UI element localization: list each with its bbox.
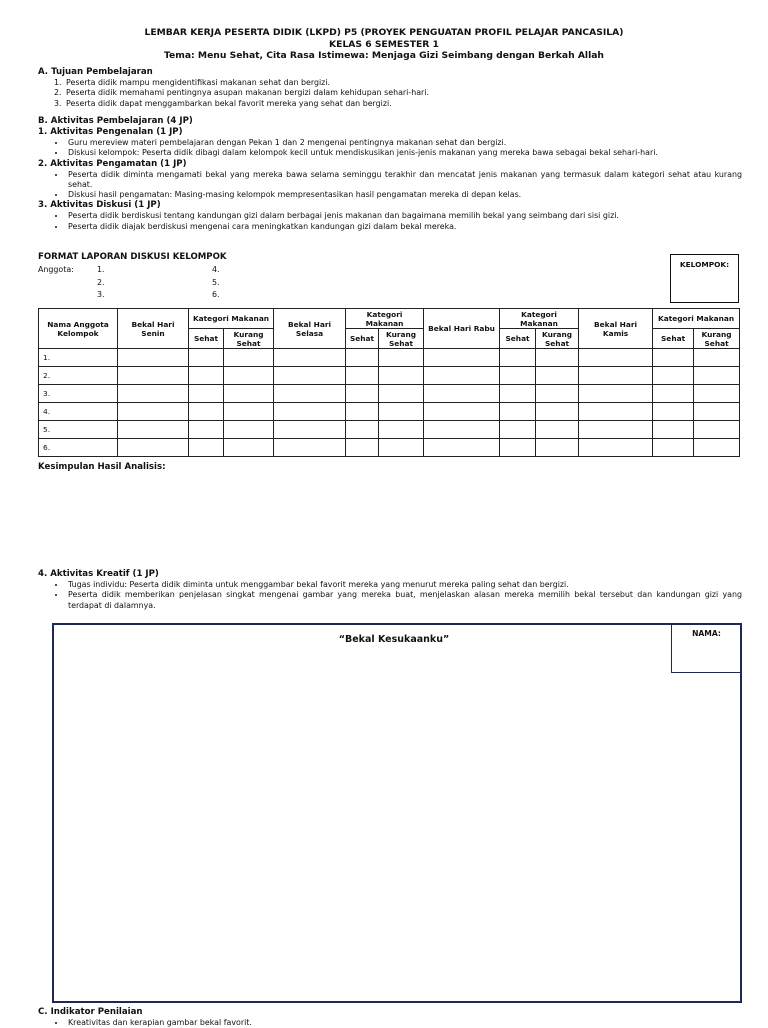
list-item: • Diskusi hasil pengamatan: Masing-masing kelompok mempresentasikan hasil pengamatan mereka di depan kelas. bbox=[66, 190, 742, 200]
activity-3-list bbox=[38, 211, 742, 232]
table-cell[interactable] bbox=[579, 349, 653, 367]
list-item: • Diskusi kelompok: Peserta didik dibagi dalam kelompok kecil untuk mendiskusikan jenis-jenis makanan yang mereka bawa sebagai bekal sehari-hari. bbox=[66, 148, 742, 158]
table-cell[interactable] bbox=[653, 385, 694, 403]
table-cell[interactable] bbox=[224, 439, 274, 457]
section-c bbox=[38, 1007, 742, 1028]
section-a-title: A. Tujuan Pembelajaran bbox=[38, 67, 153, 77]
nama-label: NAMA: bbox=[692, 629, 721, 638]
table-cell[interactable] bbox=[346, 349, 379, 367]
col-day-header: Bekal Hari Senin bbox=[118, 309, 189, 349]
drawing-title: “Bekal Kesukaanku” bbox=[338, 634, 450, 645]
table-cell[interactable] bbox=[118, 385, 189, 403]
header-class: KELAS 6 SEMESTER 1 bbox=[329, 38, 439, 50]
table-cell[interactable] bbox=[379, 439, 424, 457]
activity-4 bbox=[38, 569, 742, 611]
table-row bbox=[39, 439, 740, 457]
table-cell[interactable] bbox=[224, 403, 274, 421]
list-item: • Tugas individu: Peserta didik diminta untuk menggambar bekal favorit mereka yang menurut mereka paling sehat dan bergizi. bbox=[66, 580, 742, 590]
member-slot: 5. bbox=[212, 277, 220, 287]
table-cell[interactable] bbox=[500, 349, 536, 367]
objectives-list bbox=[38, 78, 738, 109]
table-cell[interactable] bbox=[224, 349, 274, 367]
row-number: 3. bbox=[39, 385, 118, 403]
table-cell[interactable] bbox=[694, 349, 740, 367]
table-cell[interactable] bbox=[653, 403, 694, 421]
table-cell[interactable] bbox=[694, 385, 740, 403]
table-cell[interactable] bbox=[274, 367, 346, 385]
table-row bbox=[39, 385, 740, 403]
col-sehat-header: Sehat bbox=[189, 329, 224, 349]
table-cell[interactable] bbox=[653, 349, 694, 367]
list-item: • Peserta didik memberikan penjelasan singkat mengenai gambar yang mereka buat, menjelaskan alasan mereka memilih bekal tersebut dan kandungan gizi yang terdapat di dalamnya. bbox=[66, 590, 742, 611]
col-sehat-header: Sehat bbox=[346, 329, 379, 349]
table-cell[interactable] bbox=[379, 385, 424, 403]
table-cell[interactable] bbox=[379, 421, 424, 439]
row-number: 4. bbox=[39, 403, 118, 421]
row-number: 2. bbox=[39, 367, 118, 385]
table-cell[interactable] bbox=[224, 421, 274, 439]
table-cell[interactable] bbox=[424, 403, 500, 421]
conclusion-area[interactable] bbox=[38, 474, 738, 562]
activity-4-list bbox=[38, 580, 742, 611]
table-cell[interactable] bbox=[653, 421, 694, 439]
table-cell[interactable] bbox=[379, 367, 424, 385]
table-cell[interactable] bbox=[224, 385, 274, 403]
table-cell[interactable] bbox=[189, 385, 224, 403]
activity-2-title: 2. Aktivitas Pengamatan (1 JP) bbox=[38, 158, 187, 169]
table-cell[interactable] bbox=[579, 403, 653, 421]
col-day-header: Bekal Hari Rabu bbox=[424, 309, 500, 349]
table-cell[interactable] bbox=[189, 403, 224, 421]
list-item: 3. Peserta didik dapat menggambarkan bekal favorit mereka yang sehat dan bergizi. bbox=[64, 99, 738, 109]
col-kurang-header: Kurang Sehat bbox=[224, 329, 274, 349]
table-cell[interactable] bbox=[224, 367, 274, 385]
list-item: • Guru mereview materi pembelajaran dengan Pekan 1 dan 2 mengenai pentingnya makanan sehat dan bergizi. bbox=[66, 138, 742, 148]
table-cell[interactable] bbox=[274, 439, 346, 457]
table-cell[interactable] bbox=[346, 385, 379, 403]
table-cell[interactable] bbox=[694, 403, 740, 421]
table-cell[interactable] bbox=[118, 421, 189, 439]
report-title: FORMAT LAPORAN DISKUSI KELOMPOK bbox=[38, 252, 227, 262]
table-cell[interactable] bbox=[579, 439, 653, 457]
col-nama-header: Nama Anggota Kelompok bbox=[39, 309, 118, 349]
observation-table bbox=[38, 308, 740, 457]
col-kurang-header: Kurang Sehat bbox=[536, 329, 579, 349]
col-kurang-header: Kurang Sehat bbox=[694, 329, 740, 349]
member-slot: 1. bbox=[97, 265, 105, 274]
list-item: • Peserta didik diminta mengamati bekal yang mereka bawa selama seminggu terakhir dan mencatat jenis makanan yang termasuk dalam kategori sehat atau kurang sehat. bbox=[66, 170, 742, 191]
kelompok-label: KELOMPOK: bbox=[679, 260, 730, 269]
table-cell[interactable] bbox=[346, 367, 379, 385]
table-cell[interactable] bbox=[694, 367, 740, 385]
section-b-title: B. Aktivitas Pembelajaran (4 JP) bbox=[38, 116, 193, 126]
table-cell[interactable] bbox=[694, 421, 740, 439]
list-item: • Peserta didik diajak berdiskusi mengenai cara meningkatkan kandungan gizi dalam bekal mereka. bbox=[66, 222, 742, 232]
list-item: • Peserta didik berdiskusi tentang kandungan gizi dalam berbagai jenis makanan dan bagaimana memilih bekal yang seimbang dari sisi gizi. bbox=[66, 211, 742, 221]
section-a bbox=[38, 67, 738, 109]
table-cell[interactable] bbox=[274, 349, 346, 367]
member-slot: 6. bbox=[212, 290, 220, 299]
table-cell[interactable] bbox=[118, 439, 189, 457]
table-cell[interactable] bbox=[579, 367, 653, 385]
table-cell[interactable] bbox=[424, 367, 500, 385]
table-cell[interactable] bbox=[274, 421, 346, 439]
table-cell[interactable] bbox=[536, 367, 579, 385]
col-day-header: Bekal Hari Selasa bbox=[274, 309, 346, 349]
table-cell[interactable] bbox=[536, 349, 579, 367]
col-kategori-header: Kategori Makanan bbox=[500, 309, 579, 329]
table-row bbox=[39, 367, 740, 385]
table-cell[interactable] bbox=[536, 439, 579, 457]
table-cell[interactable] bbox=[189, 421, 224, 439]
member-slot: 2. bbox=[97, 277, 105, 287]
row-number: 1. bbox=[39, 349, 118, 367]
table-row bbox=[39, 349, 740, 367]
table-cell[interactable] bbox=[500, 385, 536, 403]
table-cell[interactable] bbox=[694, 439, 740, 457]
table-cell[interactable] bbox=[189, 439, 224, 457]
table-cell[interactable] bbox=[379, 403, 424, 421]
table-cell[interactable] bbox=[424, 385, 500, 403]
drawing-area[interactable] bbox=[52, 623, 742, 1003]
activity-1-list bbox=[38, 138, 742, 159]
list-item: 1. Peserta didik mampu mengidentifikasi makanan sehat dan bergizi. bbox=[64, 78, 738, 88]
table-cell[interactable] bbox=[424, 421, 500, 439]
anggota-label: Anggota: bbox=[38, 265, 74, 274]
col-sehat-header: Sehat bbox=[500, 329, 536, 349]
table-cell[interactable] bbox=[118, 403, 189, 421]
table-cell[interactable] bbox=[579, 421, 653, 439]
list-item: • Kreativitas dan kerapian gambar bekal favorit. bbox=[66, 1018, 742, 1028]
member-list-left bbox=[97, 264, 105, 302]
activity-2-list bbox=[38, 170, 742, 201]
nama-box[interactable] bbox=[671, 623, 742, 673]
list-item: 2. Peserta didik memahami pentingnya asupan makanan bergizi dalam kehidupan sehari-hari. bbox=[64, 88, 738, 98]
table-cell[interactable] bbox=[653, 367, 694, 385]
table-cell[interactable] bbox=[579, 385, 653, 403]
table-cell[interactable] bbox=[536, 385, 579, 403]
table-cell[interactable] bbox=[536, 421, 579, 439]
table-cell[interactable] bbox=[189, 349, 224, 367]
col-sehat-header: Sehat bbox=[653, 329, 694, 349]
col-day-header: Bekal Hari Kamis bbox=[579, 309, 653, 349]
table-cell[interactable] bbox=[424, 439, 500, 457]
activity-1-title: 1. Aktivitas Pengenalan (1 JP) bbox=[38, 127, 183, 137]
member-slot: 4. bbox=[212, 265, 220, 274]
activity-3-title: 3. Aktivitas Diskusi (1 JP) bbox=[38, 200, 161, 211]
table-cell[interactable] bbox=[274, 385, 346, 403]
col-kategori-header: Kategori Makanan bbox=[189, 309, 274, 329]
row-number: 5. bbox=[39, 421, 118, 439]
table-row bbox=[39, 421, 740, 439]
table-cell[interactable] bbox=[118, 349, 189, 367]
conclusion-label: Kesimpulan Hasil Analisis: bbox=[38, 462, 166, 472]
table-cell[interactable] bbox=[500, 421, 536, 439]
section-b bbox=[38, 116, 742, 232]
table-cell[interactable] bbox=[189, 367, 224, 385]
section-c-title: C. Indikator Penilaian bbox=[38, 1007, 143, 1017]
member-list-right bbox=[212, 264, 220, 302]
table-cell[interactable] bbox=[536, 403, 579, 421]
document-header bbox=[0, 27, 768, 62]
col-kategori-header: Kategori Makanan bbox=[653, 309, 740, 329]
table-cell[interactable] bbox=[500, 439, 536, 457]
col-kategori-header: Kategori Makanan bbox=[346, 309, 424, 329]
row-number: 6. bbox=[39, 439, 118, 457]
table-cell[interactable] bbox=[346, 403, 379, 421]
kelompok-box[interactable] bbox=[670, 254, 739, 303]
member-slot: 3. bbox=[97, 290, 105, 299]
table-body bbox=[39, 349, 740, 457]
header-title: LEMBAR KERJA PESERTA DIDIK (LKPD) P5 (PROYEK PENGUATAN PROFIL PELAJAR PANCASILA) bbox=[144, 27, 624, 38]
table-cell[interactable] bbox=[653, 439, 694, 457]
table-cell[interactable] bbox=[379, 349, 424, 367]
table-cell[interactable] bbox=[424, 349, 500, 367]
table-cell[interactable] bbox=[346, 439, 379, 457]
table-cell[interactable] bbox=[118, 367, 189, 385]
header-theme: Tema: Menu Sehat, Cita Rasa Istimewa: Menjaga Gizi Seimbang dengan Berkah Allah bbox=[164, 50, 604, 61]
indicator-list bbox=[38, 1018, 742, 1028]
table-cell[interactable] bbox=[500, 367, 536, 385]
activity-4-title: 4. Aktivitas Kreatif (1 JP) bbox=[38, 569, 159, 579]
col-kurang-header: Kurang Sehat bbox=[379, 329, 424, 349]
table-cell[interactable] bbox=[274, 403, 346, 421]
table-row bbox=[39, 403, 740, 421]
table-cell[interactable] bbox=[500, 403, 536, 421]
table-cell[interactable] bbox=[346, 421, 379, 439]
